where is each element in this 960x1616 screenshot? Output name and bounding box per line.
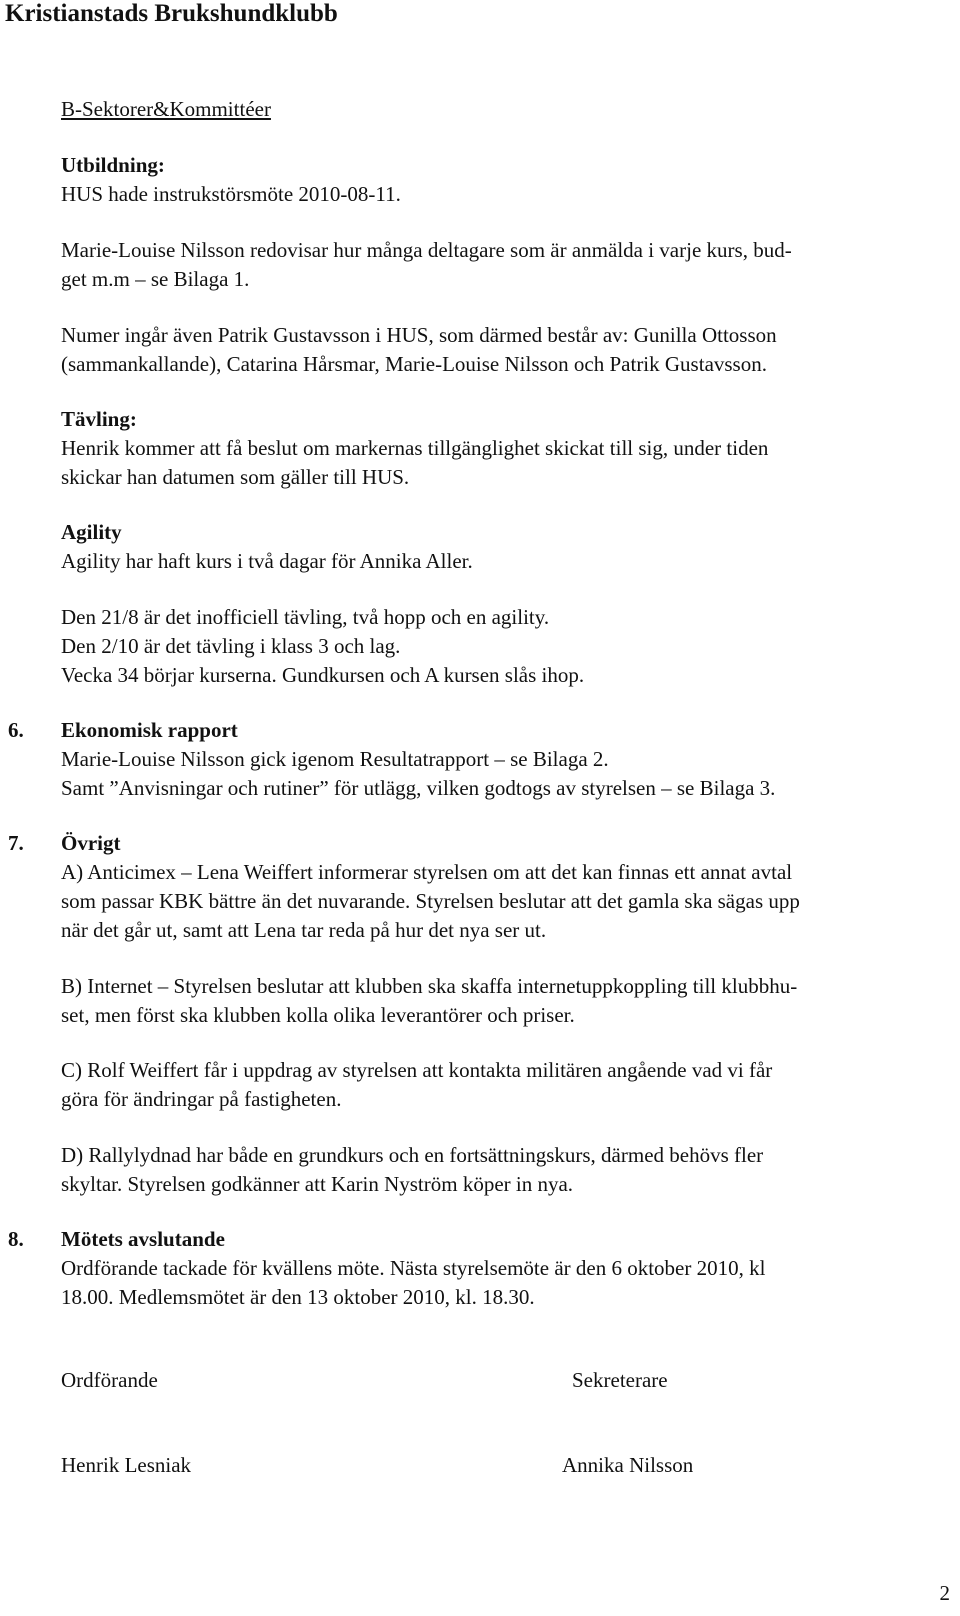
utbildning-line: Marie-Louise Nilsson redovisar hur många deltagare som är anmälda i varje kurs, bud- (61, 238, 792, 262)
item-8-line: 18.00. Medlemsmötet är den 13 oktober 2010, kl. 18.30. (61, 1285, 535, 1309)
tavling-label: Tävling: (61, 407, 137, 431)
item-6-line: Samt ”Anvisningar och rutiner” för utlägg, vilken godtogs av styrelsen – se Bilaga 3. (61, 776, 776, 800)
tavling-line: Henrik kommer att få beslut om markernas tillgänglighet skickat till sig, under tiden (61, 436, 769, 460)
item-7-line: B) Internet – Styrelsen beslutar att klubben ska skaffa internetuppkoppling till klubbhu- (61, 974, 798, 998)
section-b-heading: B-Sektorer&Kommittéer (61, 97, 271, 121)
agility-line: Den 21/8 är det inofficiell tävling, två hopp och en agility. (61, 605, 550, 629)
item-6-title: Ekonomisk rapport (61, 718, 238, 742)
item-7-line: som passar KBK bättre än det nuvarande. Styrelsen beslutar att det gamla ska sägas upp (61, 889, 800, 913)
utbildning-label: Utbildning: (61, 153, 165, 177)
page-number: 2 (939, 1581, 950, 1605)
item-6-number: 6. (8, 718, 24, 742)
item-7-line: set, men först ska klubben kolla olika leverantörer och priser. (61, 1003, 575, 1027)
agility-line: Den 2/10 är det tävling i klass 3 och lag. (61, 634, 401, 658)
signature-right-name: Annika Nilsson (562, 1453, 694, 1477)
utbildning-line: get m.m – se Bilaga 1. (61, 267, 250, 291)
item-6-line: Marie-Louise Nilsson gick igenom Resultatrapport – se Bilaga 2. (61, 747, 609, 771)
utbildning-line: (sammankallande), Catarina Hårsmar, Marie-Louise Nilsson och Patrik Gustavsson. (61, 352, 767, 376)
agility-line: Agility har haft kurs i två dagar för Annika Aller. (61, 549, 473, 573)
item-7-line: göra för ändringar på fastigheten. (61, 1087, 342, 1111)
item-7-number: 7. (8, 831, 24, 855)
item-7-line: A) Anticimex – Lena Weiffert informerar styrelsen om att det kan finnas ett annat avtal (61, 860, 793, 884)
item-7-line: C) Rolf Weiffert får i uppdrag av styrelsen att kontakta militären angående vad vi får (61, 1058, 773, 1082)
utbildning-line: HUS hade instrukstörsmöte 2010-08-11. (61, 182, 401, 206)
item-7-line: D) Rallylydnad har både en grundkurs och en fortsättningskurs, därmed behövs fler (61, 1143, 764, 1167)
item-7-line: när det går ut, samt att Lena tar reda på hur det nya ser ut. (61, 918, 547, 942)
item-8-number: 8. (8, 1227, 24, 1251)
item-8-line: Ordförande tackade för kvällens möte. Nästa styrelsemöte är den 6 oktober 2010, kl (61, 1256, 766, 1280)
signature-left-role: Ordförande (61, 1368, 158, 1392)
item-7-line: skyltar. Styrelsen godkänner att Karin Nyström köper in nya. (61, 1172, 574, 1196)
signature-left-name: Henrik Lesniak (61, 1453, 192, 1477)
item-8-title: Mötets avslutande (61, 1227, 225, 1251)
tavling-line: skickar han datumen som gäller till HUS. (61, 465, 410, 489)
agility-line: Vecka 34 börjar kurserna. Gundkursen och A kursen slås ihop. (61, 663, 585, 687)
utbildning-line: Numer ingår även Patrik Gustavsson i HUS, som därmed består av: Gunilla Ottosson (61, 323, 777, 347)
agility-label: Agility (61, 520, 122, 544)
organization-title: Kristianstads Brukshundklubb (5, 0, 338, 27)
signature-right-role: Sekreterare (572, 1368, 668, 1392)
item-7-title: Övrigt (61, 831, 121, 855)
